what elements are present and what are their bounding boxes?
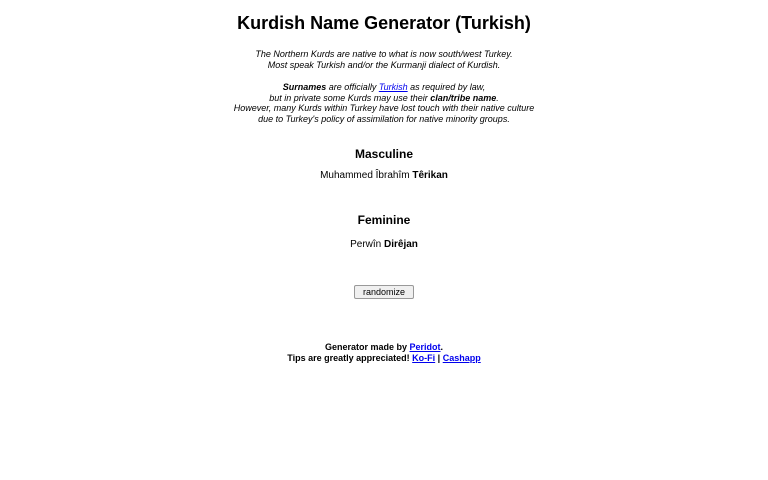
- credit-period: .: [440, 342, 444, 352]
- kofi-link[interactable]: Ko-Fi: [412, 353, 436, 363]
- feminine-name: [0, 239, 768, 251]
- surname-note-text-1: are officially: [326, 82, 379, 92]
- cashapp-link[interactable]: Cashapp: [442, 353, 481, 363]
- surname-note-line-4: due to Turkey's policy of assimilation for native minority groups.: [258, 113, 510, 124]
- footer: [0, 342, 768, 364]
- masculine-heading: Masculine: [354, 147, 414, 161]
- feminine-given-names: Perwîn: [350, 239, 384, 250]
- button-row: [0, 282, 768, 300]
- surname-note-text-3: but in private some Kurds may use their: [269, 92, 431, 103]
- feminine-heading: Feminine: [357, 213, 411, 227]
- intro-line-1: The Northern Kurds are native to what is now south/west Turkey.: [255, 49, 513, 59]
- page-title: Kurdish Name Generator (Turkish): [237, 13, 531, 33]
- credit-text: Generator made by: [324, 342, 410, 352]
- peridot-link[interactable]: Peridot: [409, 342, 441, 352]
- masculine-name: [0, 170, 768, 182]
- clan-tribe-bold-text: clan/tribe name: [430, 92, 497, 103]
- intro-line-2: Most speak Turkish and/or the Kurmanji dialect of Kurdish.: [267, 59, 501, 70]
- surname-note-text-2: as required by law,: [407, 82, 486, 92]
- surnames-bold-text: Surnames: [282, 82, 327, 92]
- masculine-given-names: Muhammed Îbrahîm: [320, 170, 413, 181]
- tips-text: Tips are greatly appreciated!: [287, 353, 413, 363]
- feminine-surname: Dirêjan: [384, 239, 418, 250]
- turkish-link[interactable]: Turkish: [378, 82, 408, 92]
- surname-note-text-4: .: [496, 92, 499, 103]
- randomize-button[interactable]: randomize: [354, 285, 414, 299]
- surname-note-paragraph: [0, 82, 768, 124]
- intro-paragraph: [0, 49, 768, 70]
- surname-note-line-3: However, many Kurds within Turkey have lost touch with their native culture: [233, 103, 535, 113]
- tips-separator: |: [435, 353, 443, 363]
- masculine-surname: Têrikan: [412, 170, 448, 181]
